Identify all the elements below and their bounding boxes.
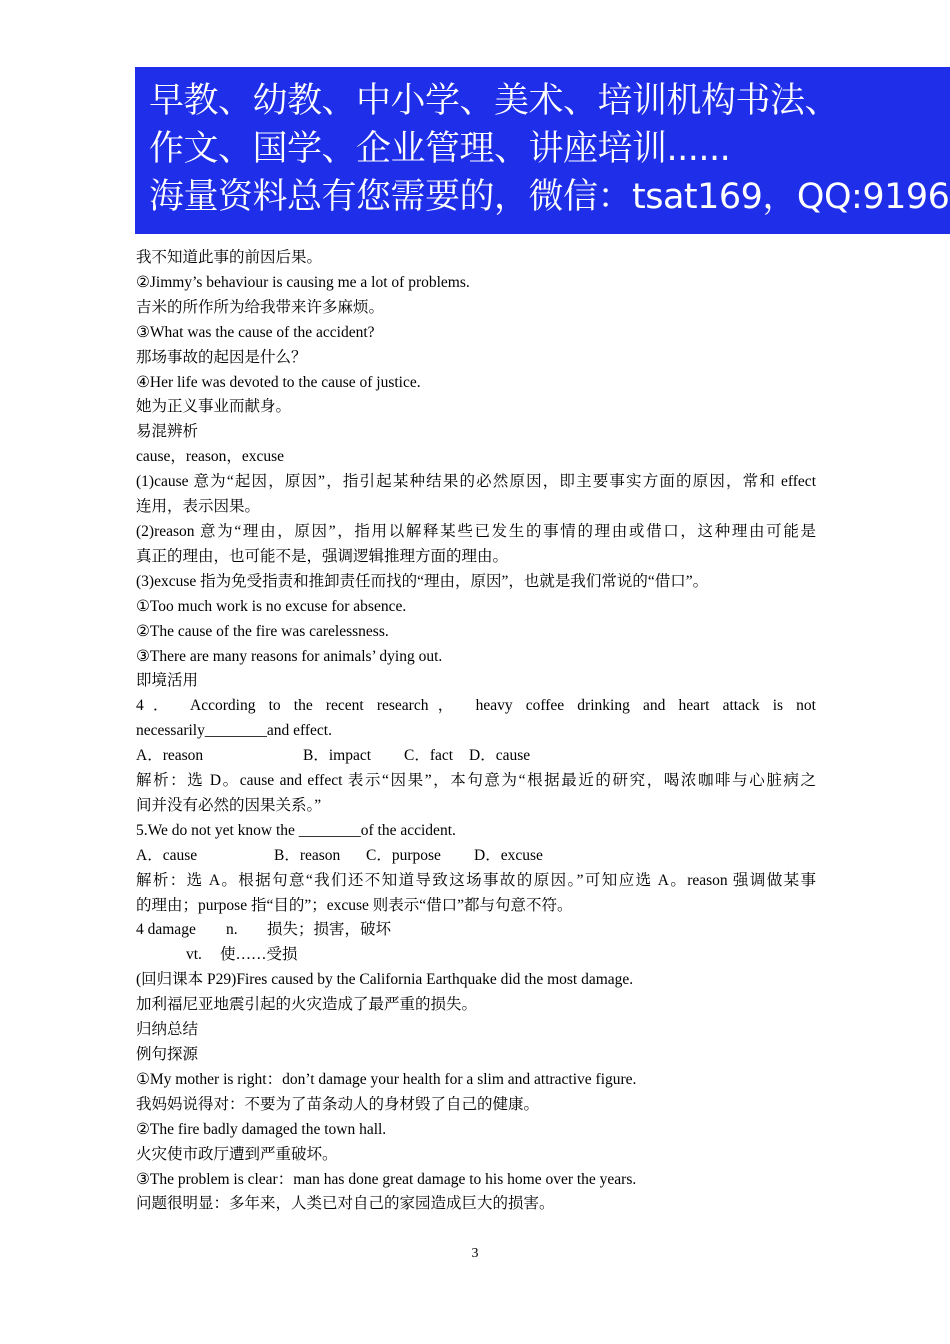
option-d: D．excuse [474,846,543,864]
text-line: 那场事故的起因是什么？ [136,348,307,366]
text-line: 加利福尼亚地震引起的火灾造成了最严重的损失。 [136,996,478,1014]
question-5-stem: 5.We do not yet know the ________of the accident. [136,821,456,839]
explanation-line: (2)reason 意为“理由，原因”，指用以解释某些已发生的事情的理由或借口，这种理由可能是 [136,522,816,540]
ad-banner [135,67,950,234]
answer-line: 间并没有必然的因果关系。” [136,796,322,814]
answer-line: 解析：选 D。cause and effect 表示“因果”，本句意为“根据最近的研究，喝浓咖啡与心脏病之 [136,772,816,790]
question-4-stem: necessarily________and effect. [136,722,332,740]
example-sentence: ④Her life was devoted to the cause of justice. [136,373,421,391]
section-heading: 归纳总结 [136,1021,199,1039]
banner-line-1: 早教、幼教、中小学、美术、培训机构书法、 [149,81,840,121]
option-a: A．reason [136,747,204,765]
text-line: 她为正义事业而献身。 [136,398,292,416]
explanation-line: (1)cause 意为“起因，原因”，指引起某种结果的必然原因，即主要事实方面的原因，常和 effect [136,473,816,491]
word-group: cause，reason，excuse [136,448,285,466]
explanation-line: (3)excuse 指为免受指责和推卸责任而找的“理由，原因”，也就是我们常说的“借口”。 [136,572,709,590]
option-c: C．purpose [366,846,441,864]
section-heading: 即境活用 [136,672,199,690]
question-4-options [136,744,816,769]
text-line: 吉米的所作所为给我带来许多麻烦。 [136,298,385,316]
example-sentence: ②The fire badly damaged the town hall. [136,1120,387,1138]
option-b: B．impact [303,747,372,765]
example-sentence: ③There are many reasons for animals’ dying out. [136,647,443,665]
text-line: 问题很明显：多年来，人类已对自己的家园造成巨大的损害。 [136,1195,555,1213]
example-sentence: ①Too much work is no excuse for absence. [136,597,407,615]
answer-line: 解析：选 A。根据句意“我们还不知道导致这场事故的原因。”可知应选 A。reason 强调做某事 [136,871,816,889]
section-heading: 例句探源 [136,1046,199,1063]
example-sentence: ③The problem is clear：man has done great damage to his home over the years. [136,1170,637,1188]
banner-line-2: 作文、国学、企业管理、讲座培训...... [149,129,731,169]
option-a: A．cause [136,846,198,864]
example-sentence: ②The cause of the fire was carelessness. [136,622,389,640]
definition: 损失；损害，破坏 [267,921,392,939]
answer-line: 的理由；purpose 指“目的”；excuse 则表示“借口”都与句意不符。 [136,896,573,914]
banner-line-3: 海量资料总有您需要的，微信：tsat169，QQ:9196 [149,177,950,217]
vocab-entry [136,918,816,943]
question-4-stem: 4． According to the recent research， heavy coffee drinking and heart attack is not [136,697,816,715]
explanation-line: 真正的理由，也可能不是，强调逻辑推理方面的理由。 [136,547,509,565]
example-sentence: ②Jimmy’s behaviour is causing me a lot of problems. [136,273,470,291]
text-line: 我妈妈说得对：不要为了苗条动人的身材毁了自己的健康。 [136,1095,540,1113]
vocab-word: 4 damage [136,921,196,939]
page-number: 3 [471,1246,479,1261]
definition: 使……受损 [220,946,298,964]
option-c: C．fact [404,747,454,765]
part-of-speech: n. [226,921,238,939]
example-sentence: (回归课本 P29)Fires caused by the California Earthquake did the most damage. [136,971,634,989]
example-sentence: ①My mother is right：don’t damage your health for a slim and attractive figure. [136,1070,637,1088]
text-line: 火灾使市政厅遭到严重破坏。 [136,1145,338,1163]
part-of-speech: vt. [186,946,202,964]
vocab-entry [136,943,816,968]
text-line: 我不知道此事的前因后果。 [136,249,323,266]
explanation-line: 连用，表示因果。 [136,498,261,516]
option-b: B．reason [274,846,341,864]
section-heading: 易混辨析 [136,423,199,441]
example-sentence: ③What was the cause of the accident? [136,323,375,341]
document-body [136,246,816,1217]
option-d: D．cause [469,747,531,765]
question-5-options [136,844,816,869]
